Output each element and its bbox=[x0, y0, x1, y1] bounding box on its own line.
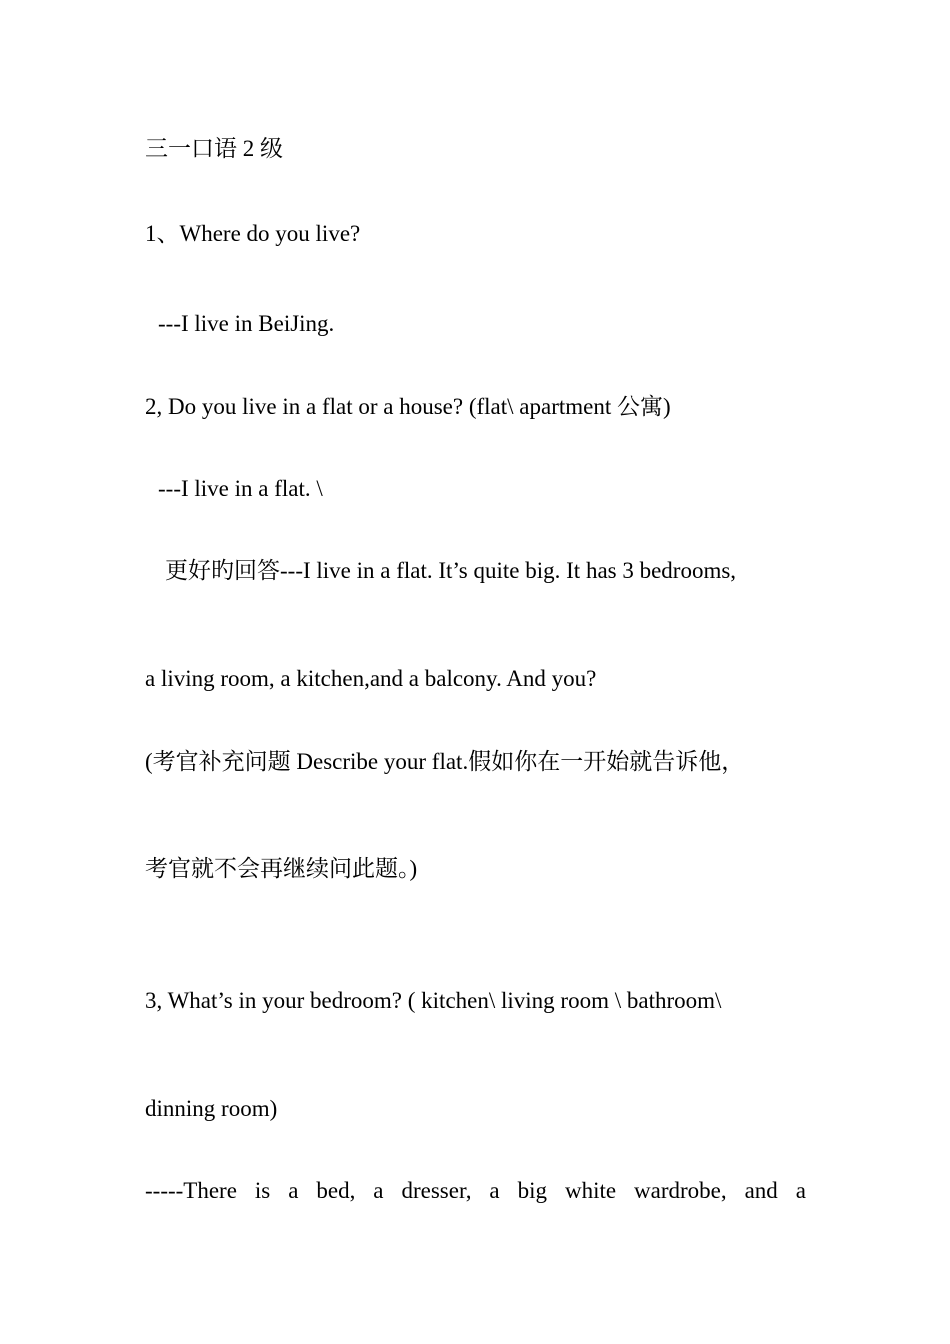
answer-1: ---I live in BeiJing. bbox=[158, 311, 335, 336]
answer-2: ---I live in a flat. \ bbox=[158, 476, 323, 501]
question-3-continued: dinning room) bbox=[145, 1096, 278, 1121]
examiner-note-continued: 考官就不会再继续问此题。) bbox=[145, 856, 418, 881]
better-answer-2: 更好旳回答---I live in a flat. It’s quite big. It has 3 bedrooms, bbox=[165, 558, 737, 583]
question-3: 3, What’s in your bedroom? ( kitchen\ living room \ bathroom\ bbox=[145, 988, 722, 1013]
document-title: 三一口语 2 级 bbox=[145, 136, 283, 161]
question-1: 1、Where do you live? bbox=[145, 221, 361, 246]
answer-3: -----There is a bed, a dresser, a big white wardrobe, and a bbox=[145, 1178, 806, 1203]
question-2: 2, Do you live in a flat or a house? (flat\ apartment 公寓) bbox=[145, 394, 671, 419]
examiner-note: (考官补充问题 Describe your flat.假如你在一开始就告诉他， bbox=[145, 749, 745, 774]
better-answer-2-continued: a living room, a kitchen,and a balcony. And you? bbox=[145, 666, 597, 691]
